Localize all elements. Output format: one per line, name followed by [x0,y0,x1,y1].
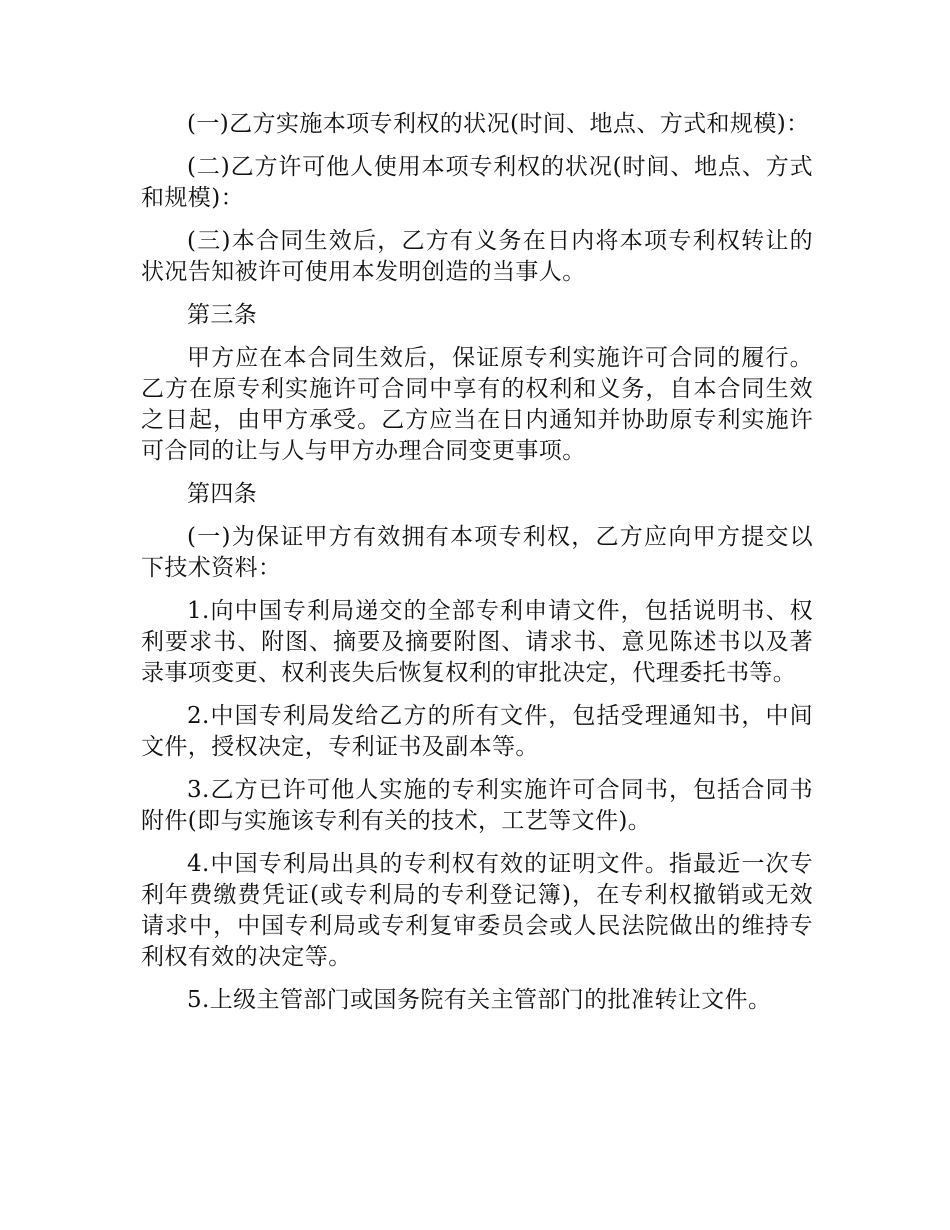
list-item-5: 5.上级主管部门或国务院有关主管部门的批准转让文件。 [187,987,772,1013]
paragraph-clause-1: (一)乙方实施本项专利权的状况(时间、地点、方式和规模)： [187,111,810,137]
paragraph-clause-3: (三)本合同生效后，乙方有义务在日内将本项专利权转让的状况告知被许可使用本发明创造的当事人。 [141,228,813,285]
article-4-heading: 第四条 [187,481,258,507]
list-item-2: 2.中国专利局发给乙方的所有文件，包括受理通知书，中间文件，授权决定，专利证书及副本等。 [141,703,813,760]
article-3-body: 甲方应在本合同生效后，保证原专利实施许可合同的履行。乙方在原专利实施许可合同中享有的权利和义务，自本合同生效之日起，由甲方承受。乙方应当在日内通知并协助原专利实施许可合同的让与人与甲方办理合同变更事项。 [141,345,813,464]
list-item-4: 4.中国专利局出具的专利权有效的证明文件。指最近一次专利年费缴费凭证(或专利局的专利登记簿)，在专利权撤销或无效请求中，中国专利局或专利复审委员会或人民法院做出的维持专利权有效的决定等。 [141,851,813,970]
list-item-3: 3.乙方已许可他人实施的专利实施许可合同书，包括合同书附件(即与实施该专利有关的技术，工艺等文件)。 [141,777,813,834]
article-4-clause-1: (一)为保证甲方有效拥有本项专利权，乙方应向甲方提交以下技术资料： [141,524,813,581]
article-3-heading: 第三条 [187,302,258,328]
paragraph-clause-2: (二)乙方许可他人使用本项专利权的状况(时间、地点、方式和规模)： [141,154,813,211]
list-item-1: 1.向中国专利局递交的全部专利申请文件，包括说明书、权利要求书、附图、摘要及摘要附图、请求书、意见陈述书以及著录事项变更、权利丧失后恢复权利的审批决定，代理委托书等。 [141,598,813,686]
document-body [141,109,813,1028]
